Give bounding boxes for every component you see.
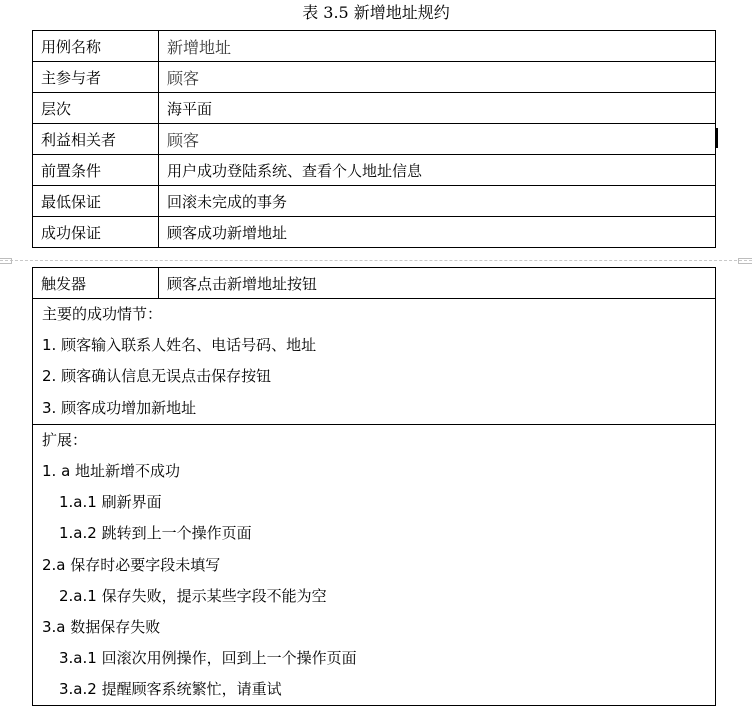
row-value[interactable]: 用户成功登陆系统、查看个人地址信息 — [159, 155, 716, 186]
row-value[interactable]: 海平面 — [159, 93, 716, 124]
row-label[interactable]: 成功保证 — [33, 217, 159, 248]
main-step: 1. 顾客输入联系人姓名、电话号码、地址 — [42, 336, 317, 355]
extension-subitem: 2.a.1 保存失败，提示某些字段不能为空 — [59, 586, 327, 605]
table-row — [33, 62, 716, 93]
row-label[interactable]: 用例名称 — [33, 31, 159, 62]
row-value[interactable]: 顾客 — [159, 62, 716, 93]
main-success-title: 主要的成功情节： — [42, 305, 163, 323]
table-row — [33, 124, 716, 155]
extension-item: 3.a 数据保存失败 — [42, 617, 161, 636]
use-case-scenario-table — [32, 267, 716, 706]
page-break-line — [0, 260, 752, 261]
extension-subitem: 3.a.1 回滚次用例操作，回到上一个操作页面 — [59, 649, 357, 668]
left-margin-marker — [0, 258, 12, 264]
main-step: 2. 顾客确认信息无误点击保存按钮 — [42, 367, 272, 386]
table-row — [33, 217, 716, 248]
table-row — [33, 186, 716, 217]
trigger-value[interactable]: 顾客点击新增地址按钮 — [159, 268, 716, 299]
table-row — [33, 424, 716, 706]
table-row — [33, 31, 716, 62]
row-label[interactable]: 前置条件 — [33, 155, 159, 186]
row-label[interactable]: 最低保证 — [33, 186, 159, 217]
extensions-title: 扩展： — [42, 430, 88, 449]
row-value[interactable]: 新增地址 — [159, 31, 716, 62]
table-caption: 表 3.5 新增地址规约 — [302, 3, 450, 22]
main-step: 3. 顾客成功增加新地址 — [42, 398, 197, 417]
extension-subitem: 3.a.2 提醒顾客系统繁忙，请重试 — [59, 680, 282, 699]
right-margin-marker — [738, 258, 752, 264]
row-label[interactable]: 主参与者 — [33, 62, 159, 93]
use-case-info-table — [32, 30, 716, 248]
table-row — [33, 155, 716, 186]
extension-subitem: 1.a.1 刷新界面 — [59, 493, 162, 512]
page-break-separator — [0, 258, 752, 264]
row-label[interactable]: 利益相关者 — [33, 124, 159, 155]
table-row — [33, 299, 716, 425]
row-label[interactable]: 层次 — [33, 93, 159, 124]
main-success-scenario-cell[interactable] — [33, 299, 716, 425]
row-value[interactable]: 回滚未完成的事务 — [159, 186, 716, 217]
extension-subitem: 1.a.2 跳转到上一个操作页面 — [59, 524, 252, 543]
extension-item: 1. a 地址新增不成功 — [42, 461, 181, 480]
trigger-label[interactable]: 触发器 — [33, 268, 159, 299]
text-cursor — [716, 128, 718, 148]
table-row — [33, 268, 716, 299]
row-value[interactable]: 顾客 — [159, 124, 716, 155]
table-row — [33, 93, 716, 124]
extension-item: 2.a 保存时必要字段未填写 — [42, 555, 221, 574]
extensions-cell[interactable] — [33, 424, 716, 706]
row-value[interactable]: 顾客成功新增地址 — [159, 217, 716, 248]
